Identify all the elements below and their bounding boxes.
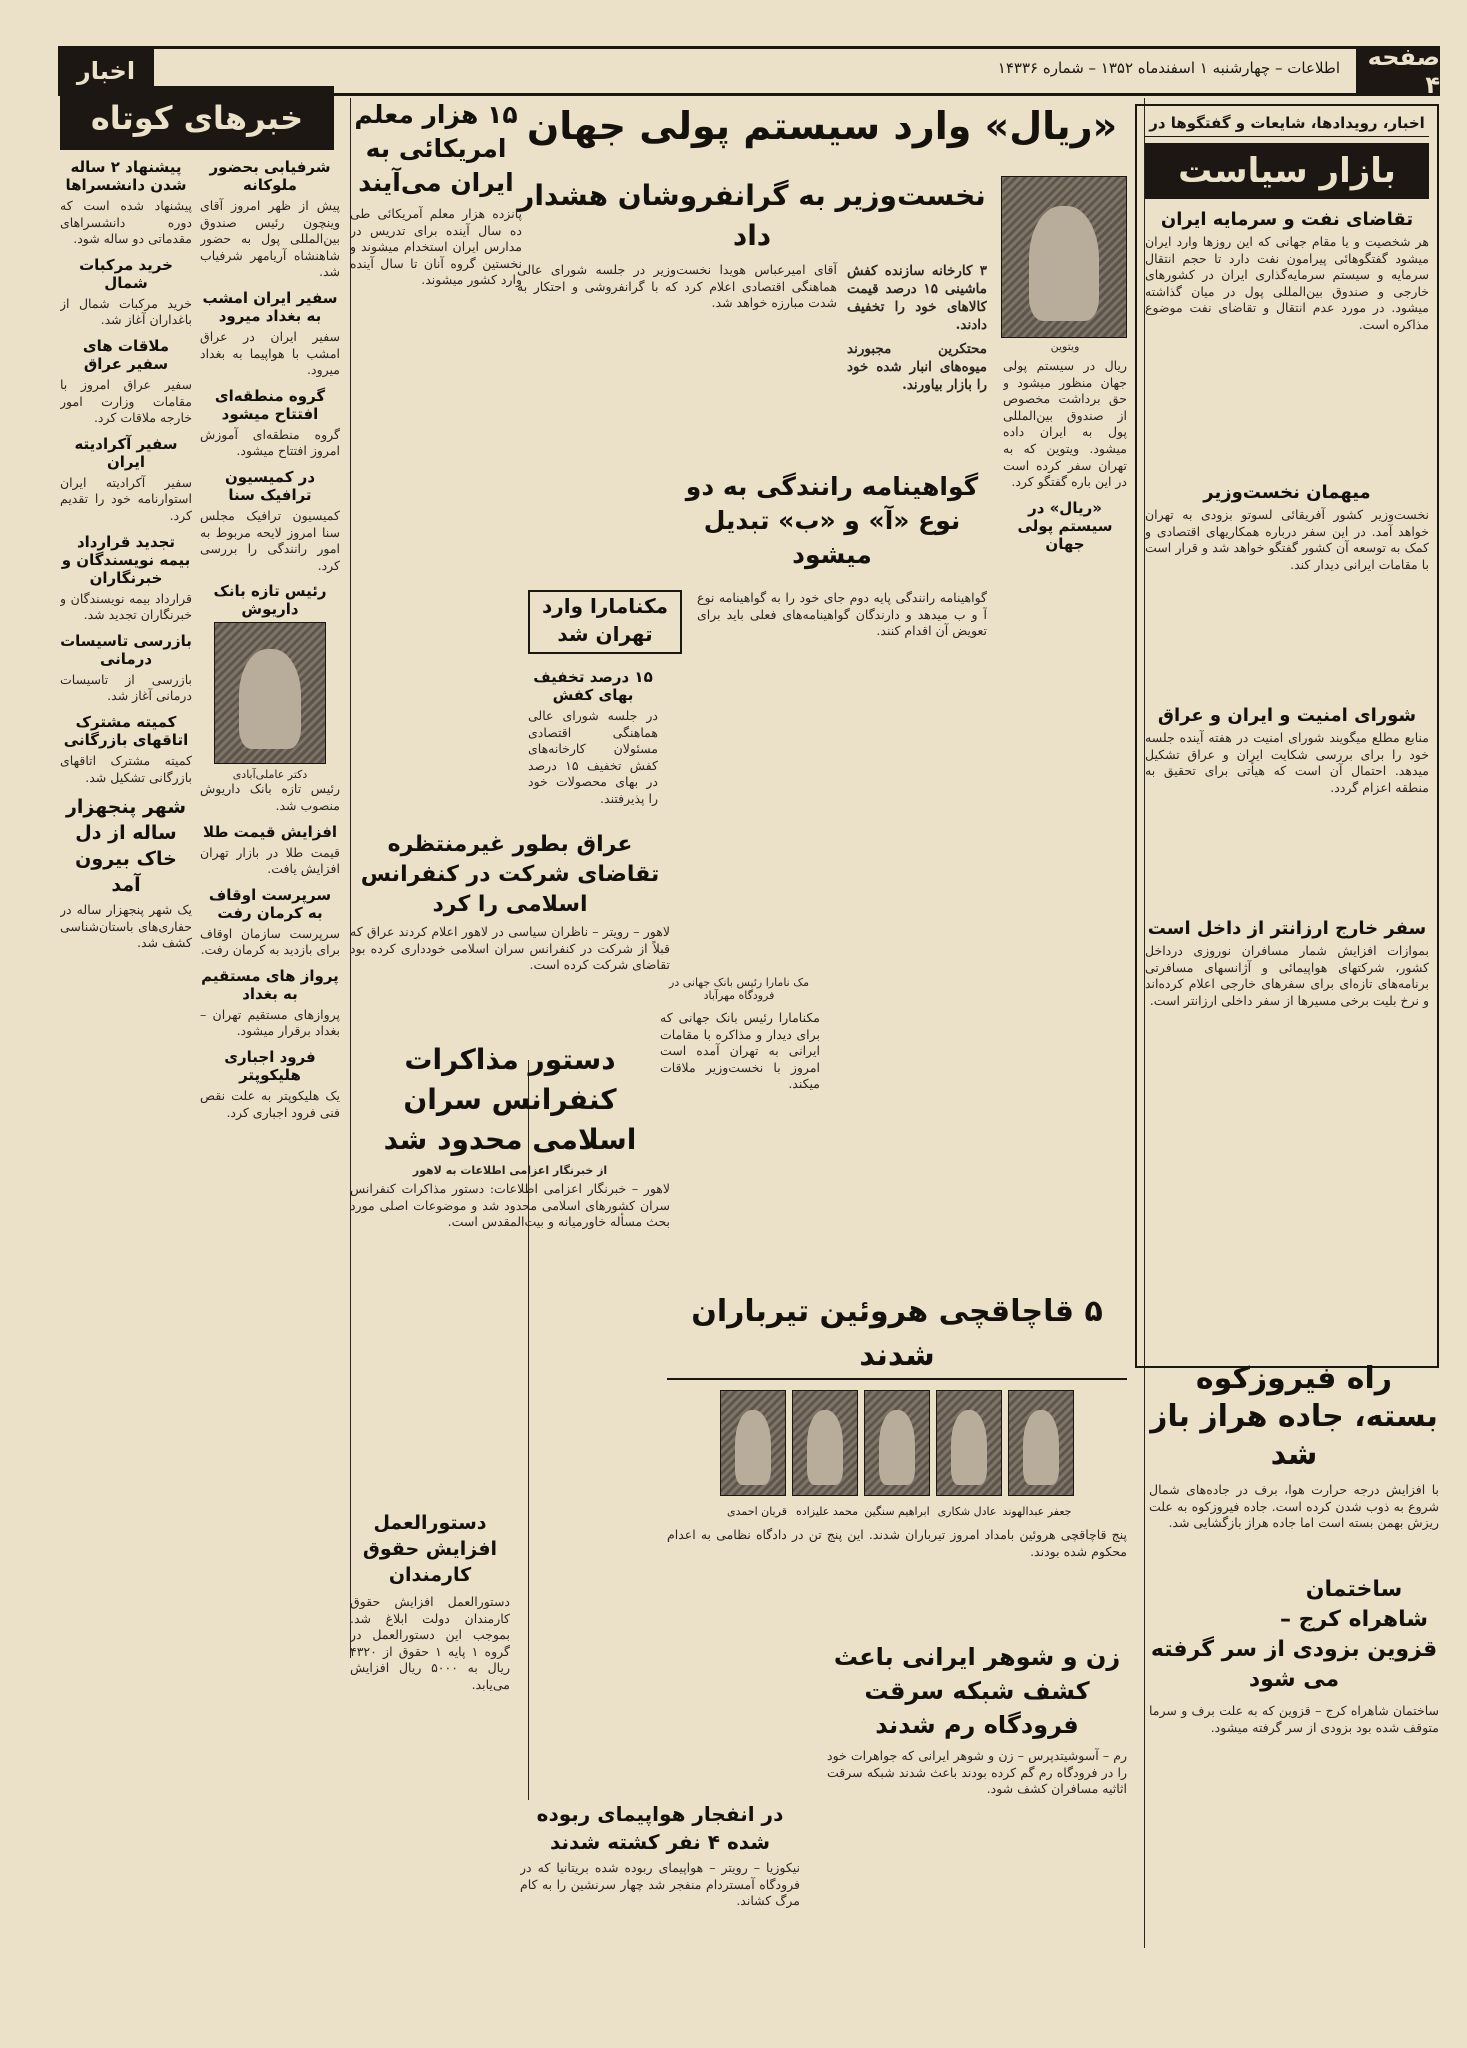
smuggler-name: ابراهیم سنگین (864, 1505, 930, 1518)
short-headline: رئیس تازه بانک داریوش (213, 582, 327, 619)
explosion-story (520, 1800, 800, 2030)
highway-text: ساختمان شاهراه کرج – قزوین که به علت برف و سرما متوقف شده بود بزودی از سر گرفته میشود. (1149, 1703, 1439, 1735)
conference-headline: دستور مذاکرات کنفرانس سران اسلامی محدود شد (383, 1043, 637, 1156)
pm-text: آقای امیرعباس هویدا نخست‌وزیر در جلسه شورای عالی هماهنگی اقتصادی اعلام کرد که با گرانفروشی و احتکار به شدت مبارزه خواهد شد. (517, 262, 837, 311)
short-headline: سرپرست اوقاف به کرمان رفت (208, 885, 332, 922)
highway-story (1149, 1575, 1439, 2035)
explosion-headline: در انفجار هواپیمای ربوده شده ۴ نفر کشته شدند (536, 1802, 784, 1854)
iraq-story (350, 830, 670, 1040)
smuggler-names (667, 1500, 1127, 1519)
smuggler-name: جعفر عبدالهوند (1002, 1505, 1072, 1518)
bank-chief-caption: دکتر عاملی‌آبادی (232, 768, 308, 782)
short-text: یک هلیکوپتر به علت نقص فنی فرود اجباری کرد. (200, 1088, 340, 1120)
short-text: سفیر عراق امروز با مقامات وزارت امور خارجه ملاقات کرد. (60, 376, 192, 426)
smuggler-photo (720, 1390, 786, 1496)
short-headline: در کمیسیون ترافیک سنا (224, 467, 316, 504)
wage-story (350, 1510, 510, 2030)
smuggler-name: عادل شکاری (937, 1505, 997, 1518)
short-headline: سفیر ایران امشب به بغداد میرود (202, 288, 338, 325)
conference-story (350, 1040, 670, 1580)
guarantee-headline: گواهینامه رانندگی به دو نوع «آ» و «ب» تبدیل میشود (685, 472, 979, 569)
guarantee-story (677, 470, 987, 580)
rial-headline: «ریال» وارد سیستم پولی جهان (517, 98, 1127, 158)
short-text: پروازهای مستقیم تهران – بغداد برقرار میشود. (200, 1006, 340, 1039)
short-text: یک شهر پنجهزار ساله در حفاری‌های باستان‌شناسی کشف شد. (60, 902, 192, 951)
smugglers-text: پنج قاچاقچی هروئین بامداد امروز تیرباران شدند. این پنج تن در دادگاه نظامی به اعدام محکوم شده بودند. (667, 1527, 1127, 1559)
market-kicker: اخبار، رویدادها، شایعات و گفتگوها در (1145, 114, 1429, 137)
teachers-story (350, 98, 522, 818)
filler-text (1145, 334, 1429, 351)
price-headline: ۱۵ درصد تخفیف بهای کفش (533, 668, 653, 704)
couple-story (827, 1640, 1127, 2030)
rial-followup-headline: «ریال» در سیستم پولی جهان (1017, 498, 1113, 553)
market-column (1135, 104, 1439, 1368)
pm-headline: نخست‌وزیر به گرانفروشان هشدار داد (518, 179, 986, 252)
smuggler-photo (792, 1390, 858, 1496)
smuggler-photo (1008, 1390, 1074, 1496)
road-story (1149, 1360, 1439, 1560)
short-headline: افزایش قیمت طلا (202, 822, 338, 841)
witteveen-caption: ویتوین (1050, 340, 1080, 353)
short-text: سفیر آکرادیته ایران استوارنامه خود را تقدیم کرد. (60, 474, 192, 523)
iraq-headline: عراق بطور غیرمنتظره تقاضای شرکت در کنفرانس اسلامی را کرد (360, 832, 660, 917)
smugglers-story (667, 1290, 1127, 1670)
market-item-headline: سفر خارج ارزانتر از داخل است (1147, 918, 1427, 939)
mcnamara-caption: مک نامارا رئیس بانک جهانی در فرودگاه مهرآباد (669, 976, 809, 1002)
short-headline: شرفیابی بحضور ملوکانه (209, 158, 331, 194)
market-item-text: بموازات افزایش شمار مسافران نوروزی درداخل کشور، شرکتهای هواپیمائی و آژانسهای مسافرتی برنامه‌های تازه‌ای برای سفرهای خارجی اعلام کرده‌اند و نرخ بلیت برخی مسیرها از سفر داخلی ارزانتر است. (1145, 943, 1429, 1008)
mcnamara-box (528, 590, 682, 654)
short-headline: خرید مرکبات شمال (79, 255, 173, 292)
smuggler-name: محمد علیزاده (796, 1505, 858, 1518)
short-text: کمیته مشترک اتاقهای بازرگانی تشکیل شد. (60, 752, 192, 785)
section-label: اخبار (58, 49, 154, 93)
smuggler-photo (936, 1390, 1002, 1496)
short-text: سفیر ایران در عراق امشب با هواپیما به بغداد میرود. (200, 328, 340, 378)
short-news-title: خبرهای کوتاه (62, 88, 332, 148)
short-text: قیمت طلا در بازار تهران افزایش یافت. (200, 844, 340, 877)
road-headline: راه فیروزکوه بسته، جاده هراز باز شد (1150, 1361, 1438, 1472)
smuggler-name: قربان احمدی (727, 1505, 787, 1518)
pm-bullets (847, 262, 987, 394)
pm-bullet: محتکرین مجبورند میوه‌های انبار شده خود را بازار بیاورند. (847, 341, 987, 393)
smugglers-photos (667, 1390, 1127, 1500)
short-headline: پیشنهاد ۲ ساله شدن دانشسراها (65, 158, 187, 194)
market-item-headline: شورای امنیت و ایران و عراق (1157, 705, 1417, 726)
short-headline: تجدید قرارداد بیمه نویسندگان و خبرنگاران (61, 532, 191, 587)
conference-text: لاهور – خبرنگار اعزامی اطلاعات: دستور مذاکرات کنفرانس سران کشورهای اسلامی محدود شد و موضوعات اصلی مورد بحث مسأله خاورمیانه و بیت‌المقدس است. (350, 1181, 670, 1230)
market-item-text: نخست‌وزیر کشور آفریقائی لسوتو بزودی به تهران خواهد آمد. در این سفر درباره همکاریهای اقتصادی و کمک به توسعه آن کشور گفتگو خواهد شد و قرار است با مقامات ایرانی دیدار کند. (1145, 507, 1429, 572)
conference-byline: از خبرنگار اعزامی اطلاعات به لاهور (412, 1164, 608, 1177)
mcnamara-headline: مکنامارا وارد تهران شد (542, 594, 668, 646)
market-item-headline: میهمان نخست‌وزیر (1203, 482, 1371, 503)
wage-text: دستورالعمل افزایش حقوق کارمندان دولت ابلاغ شد. بموجب این دستورالعمل در گروه ۱ پایه ۱ حقوق از ۴۳۲۰ ریال به ۵۰۰۰ ریال افزایش می‌یابد. (350, 1594, 510, 1692)
iraq-text: لاهور – رویتر – ناظران سیاسی در لاهور اعلام کردند عراق که قبلاً از شرکت در کنفرانس سران اسلامی خودداری کرده بود تقاضای شرکت کرده است. (350, 924, 670, 973)
short-text: گروه منطقه‌ای آموزش امروز افتتاح میشود. (200, 426, 340, 459)
short-news-left (60, 150, 192, 2030)
short-text: کمیسیون ترافیک مجلس سنا امروز لایحه مربوط به امور رانندگی را بررسی کرد. (200, 507, 340, 573)
short-text: قرارداد بیمه نویسندگان و خبرنگاران تجدید شد. (60, 590, 192, 623)
highway-headline: ساختمان شاهراه کرج – قزوین بزودی از سر گرفته می شود (1150, 1577, 1438, 1692)
market-item-text: هر شخصیت و یا مقام جهانی که این روزها وارد ایران میشود گفتگوهائی پیرامون نفت دارد تا حجم انتقال سرمایه و سیستم سرمایه‌گذاری ایران در کشورهای خارجی و صندوق بین‌المللی پول در میان گذاشته میشود. در مورد عدم انتقال و تقاضای نفت موضوع مذاکره است. (1145, 234, 1429, 474)
market-title: بازار سیاست (1145, 143, 1429, 199)
couple-headline: زن و شوهر ایرانی باعث کشف شبکه سرقت فرودگاه رم شدند (833, 1643, 1121, 1739)
teachers-text: پانزده هزار معلم آمریکائی طی ده سال آینده برای تدریس در مدارس ایران استخدام میشوند و نخستین گروه آنان تا سال آینده وارد کشور میشوند. (350, 206, 522, 288)
short-headline: پرواز های مستقیم به بغداد (201, 966, 339, 1003)
rial-story (517, 98, 1127, 158)
short-headline: بازرسی تاسیسات درمانی (60, 631, 192, 668)
short-headline: گروه منطقه‌ای افتتاح میشود (214, 386, 326, 423)
market-item-text: منابع مطلع میگویند شورای امنیت در هفته آینده جلسه خود را برای بررسی شکایت ایران و عراق تشکیل میدهد. احتمال آن است که هیأتی برای تحقیق به منطقه اعزام گردد. (1145, 730, 1429, 795)
page-number: صفحه ۴ (1356, 49, 1440, 93)
short-headline: ملاقات های سفیر عراق (82, 336, 170, 373)
explosion-text: نیکوزیا – رویتر – هواپیمای ربوده شده بریتانیا که در فرودگاه آمستردام منفجر شد چهار سرنشین را به کام مرگ کشاند. (520, 1860, 800, 1909)
price-text: در جلسه شورای عالی هماهنگی اقتصادی مسئولان کارخانه‌های کفش تخفیف ۱۵ درصد در بهای محصولات خود را پذیرفتند. (528, 708, 658, 806)
smugglers-headline: ۵ قاچاقچی هروئین تیرباران شدند (667, 1290, 1127, 1380)
pm-story (517, 176, 987, 476)
short-headline: شهر پنجهزار ساله از دل خاک بیرون آمد (65, 796, 187, 897)
market-item-headline: تقاضای نفت و سرمایه ایران (1160, 209, 1414, 230)
guarantee-text: گواهینامه رانندگی پایه دوم جای خود را به گواهینامه نوع آ و ب میدهد و دارندگان گواهینامه‌های فعلی باید برای تعویض آن اقدام کنند. (697, 590, 987, 639)
teachers-headline: ۱۵ هزار معلم امریکائی به ایران می‌آیند (354, 100, 518, 197)
mcnamara-text: مکنامارا رئیس بانک جهانی که برای دیدار و مذاکره با مقامات ایرانی به تهران آمده است امروز با نخست‌وزیر ملاقات میکند. (660, 1010, 820, 1092)
bank-chief-photo (214, 622, 326, 764)
rial-text: ریال در سیستم پولی جهان منظور میشود و حق برداشت مخصوص از صندوق بین‌المللی پول به ایران داده میشود. ویتوین که به تهران سفر کرده است در این باره گفتگو کرد. «ریال» در سیستم پولی جهان (1003, 358, 1127, 553)
issue-info: اطلاعات – چهارشنبه ۱ اسفندماه ۱۳۵۲ – شماره ۱۴۳۳۶ (997, 59, 1340, 77)
road-text: با افزایش درجه حرارت هوا، برف در جاده‌های شمال شروع به ذوب شدن کرده است. جاده فیروزکوه به علت ریزش بهمن بسته است اما جاده هراز بازگشایی شد. (1149, 1482, 1439, 1531)
witteveen-photo (1001, 176, 1127, 338)
couple-text: رم – آسوشیتدپرس – زن و شوهر ایرانی که جواهرات خود را در فرودگاه رم گم کرده بودند باعث شدند شبکه سرقت اثاثیه مسافران کشف شود. (827, 1748, 1127, 1797)
short-text: سرپرست سازمان اوقاف برای بازدید به کرمان رفت. (200, 925, 340, 958)
short-text: رئیس تازه بانک داریوش منصوب شد. (200, 781, 340, 813)
highway-side-text (1149, 1575, 1269, 1615)
short-headline: فرود اجباری هلیکوپتر (224, 1048, 316, 1085)
smuggler-photo (864, 1390, 930, 1496)
short-headline: کمیته مشترک اتاقهای بازرگانی (63, 712, 189, 749)
short-text: بازرسی از تاسیسات درمانی آغاز شد. (60, 671, 192, 704)
short-news-right (200, 150, 340, 2030)
short-news-box (60, 86, 334, 150)
short-text: پیشنهاد شده است که دوره دانشسراهای مقدماتی دو ساله شود. (60, 198, 192, 247)
short-text: پیش از ظهر امروز آقای وینچون رئیس صندوق بین‌المللی پول به حضور شاهنشاه آریامهر شرفیاب شد. (200, 198, 340, 280)
short-headline: سفیر آکرادیته ایران (74, 434, 178, 471)
short-text: خرید مرکبات شمال از باغداران آغاز شد. (60, 295, 192, 328)
pm-bullet: ۳ کارخانه سازنده کفش ماشینی ۱۵ درصد قیمت کالاهای خود را تخفیف دادند. (847, 263, 987, 333)
wage-headline: دستورالعمل افزایش حقوق کارمندان (362, 1512, 498, 1586)
